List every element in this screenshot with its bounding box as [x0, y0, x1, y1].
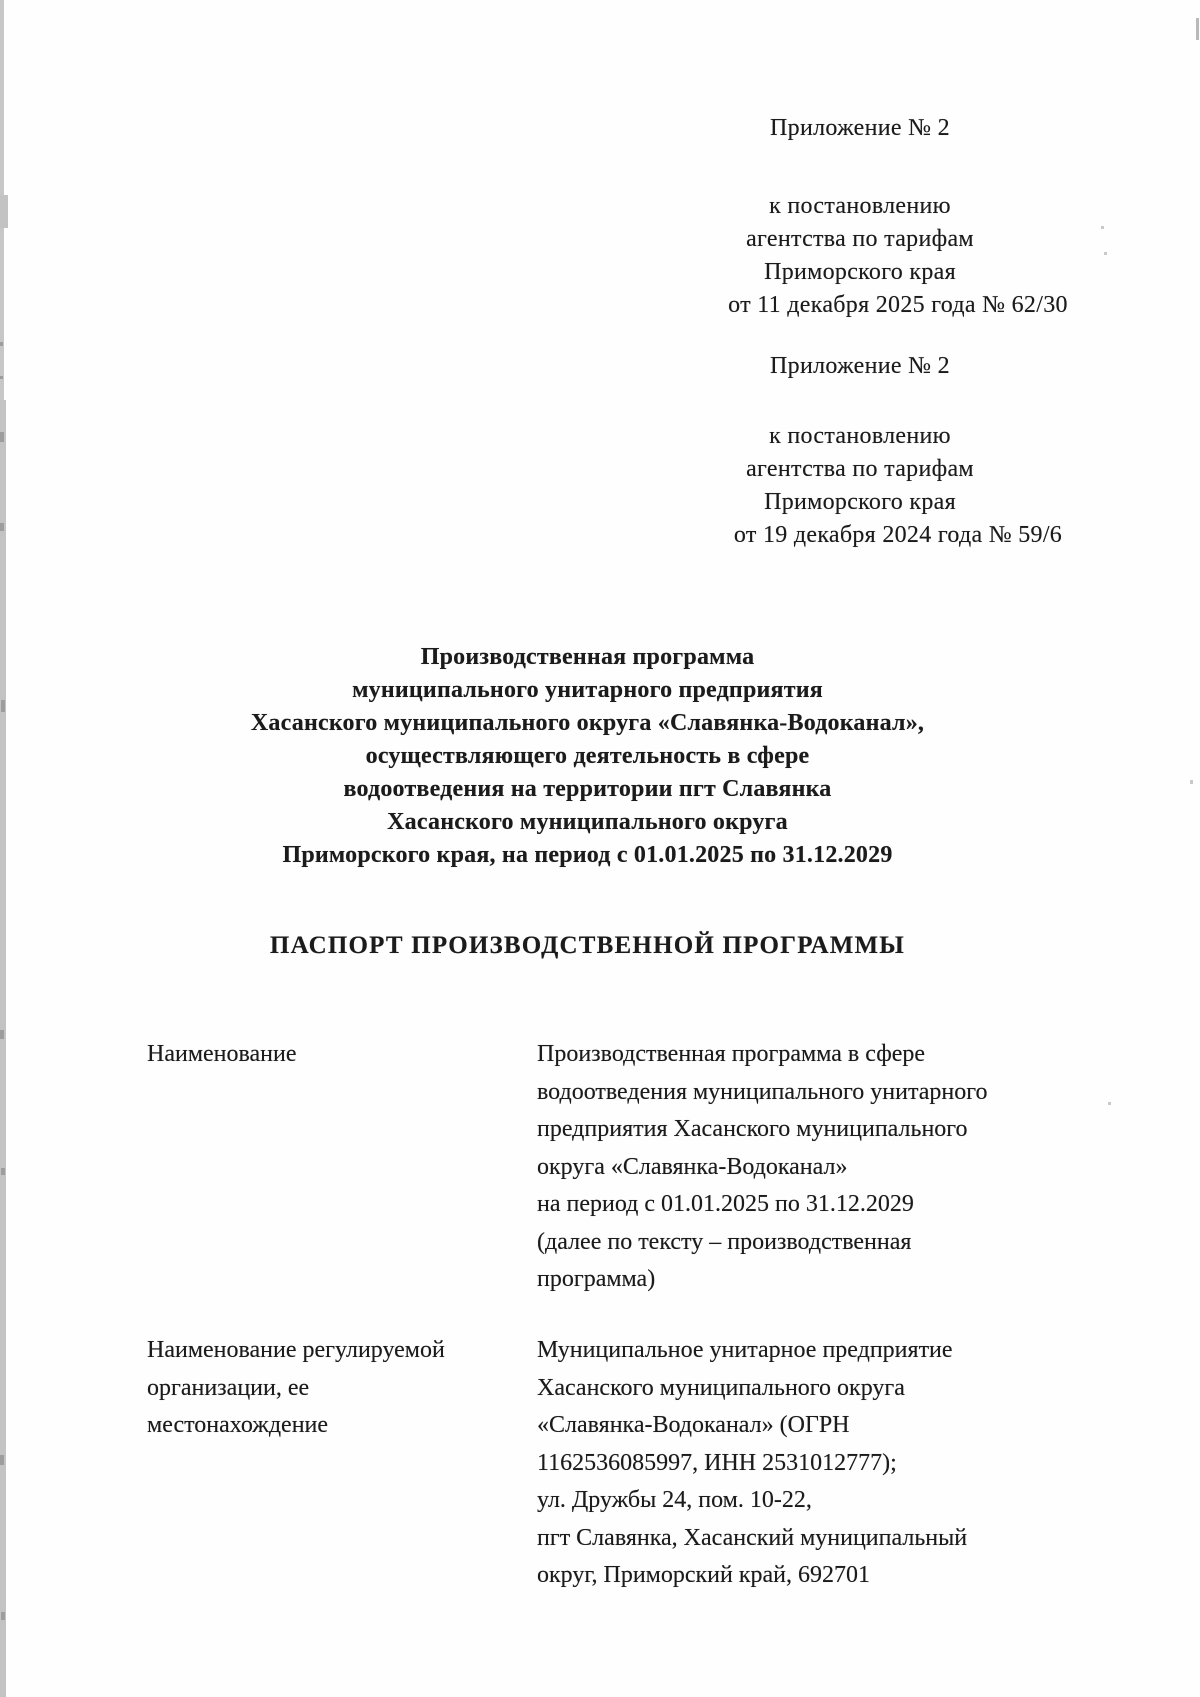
value-line: Муниципальное унитарное предприятие: [537, 1337, 953, 1363]
scan-artifact: [1, 700, 5, 712]
appendix-2-title: [560, 350, 1160, 383]
document-title: [115, 641, 1060, 872]
value-line: водоотведения муниципального унитарного: [537, 1078, 988, 1105]
row-label-line: Наименование регулируемой: [147, 1337, 445, 1363]
value-line: пгт Славянка, Хасанский муниципальный: [537, 1524, 968, 1551]
document-title-line: Производственная программа: [420, 644, 755, 670]
value-line: «Славянка-Водоканал» (ОГРН: [537, 1412, 850, 1438]
scan-artifact: [0, 376, 3, 379]
document-title-line: муниципального унитарного предприятия: [352, 677, 823, 703]
value-line: (далее по тексту – производственная: [537, 1228, 912, 1255]
document-title-line: Приморского края, на период с 01.01.2025 по 31.12.2029: [282, 842, 893, 868]
value-line: предприятия Хасанского муниципального: [537, 1116, 968, 1142]
appendix-2-reference: [560, 420, 1160, 552]
scan-artifact: [1108, 1102, 1111, 1105]
row-label: [147, 1332, 537, 1595]
scan-artifact: [0, 342, 3, 346]
value-line: программа): [537, 1266, 656, 1292]
value-line: Хасанского муниципального округа: [537, 1374, 905, 1401]
row-label-line: местонахождение: [147, 1412, 329, 1438]
table-row: [147, 1332, 1087, 1595]
table-row: [147, 1036, 1087, 1299]
appendix-2-ref-line: агентства по тарифам: [746, 456, 974, 482]
document-title-line: водоотведения на территории пгт Славянка: [343, 776, 832, 802]
row-value: [537, 1036, 1087, 1299]
appendix-1-reference: [560, 190, 1160, 322]
scan-artifact: [0, 432, 4, 442]
scan-artifact: [0, 195, 8, 228]
scan-artifact: [1196, 18, 1199, 40]
scan-artifact: [0, 1455, 4, 1465]
value-line: округ, Приморский край, 692701: [537, 1562, 870, 1588]
appendix-1-ref-line: агентства по тарифам: [746, 226, 974, 252]
appendix-2-title-text: Приложение № 2: [770, 353, 950, 379]
document-title-line: Хасанского муниципального округа «Славянка-Водоканал»,: [250, 710, 925, 736]
appendix-2-ref-line: к постановлению: [769, 423, 951, 449]
appendix-2-ref-line: Приморского края: [764, 489, 956, 515]
appendix-1-title: [560, 112, 1160, 145]
scan-artifact: [1, 1168, 5, 1175]
value-line: 1162536085997, ИНН 2531012777);: [537, 1449, 897, 1476]
scan-artifact: [1190, 780, 1193, 784]
value-line: округа «Славянка-Водоканал»: [537, 1153, 848, 1180]
document-title-line: Хасанского муниципального округа: [387, 809, 788, 835]
appendix-1-ref-line: Приморского края: [764, 259, 956, 285]
appendix-1-ref-date: от 11 декабря 2025 года № 62/30: [728, 292, 1068, 318]
value-line: ул. Дружбы 24, пом. 10-22,: [537, 1487, 812, 1513]
scan-artifact: [0, 523, 4, 531]
appendix-1-ref-line: к постановлению: [769, 193, 951, 219]
appendix-1-title-text: Приложение № 2: [770, 115, 950, 141]
row-label: [147, 1036, 537, 1299]
row-label-line: Наименование: [147, 1041, 297, 1067]
scan-artifact: [0, 400, 6, 1697]
value-line: Производственная программа в сфере: [537, 1041, 926, 1067]
scan-artifact: [0, 1030, 4, 1039]
passport-section-heading: ПАСПОРТ ПРОИЗВОДСТВЕННОЙ ПРОГРАММЫ: [269, 932, 906, 959]
document-title-line: осуществляющего деятельность в сфере: [365, 743, 810, 769]
row-value: [537, 1332, 1087, 1595]
appendix-2-ref-date: от 19 декабря 2024 года № 59/6: [733, 522, 1063, 548]
scan-artifact: [1, 1612, 5, 1620]
row-label-line: организации, ее: [147, 1374, 310, 1401]
value-line: на период с 01.01.2025 по 31.12.2029: [537, 1191, 914, 1217]
